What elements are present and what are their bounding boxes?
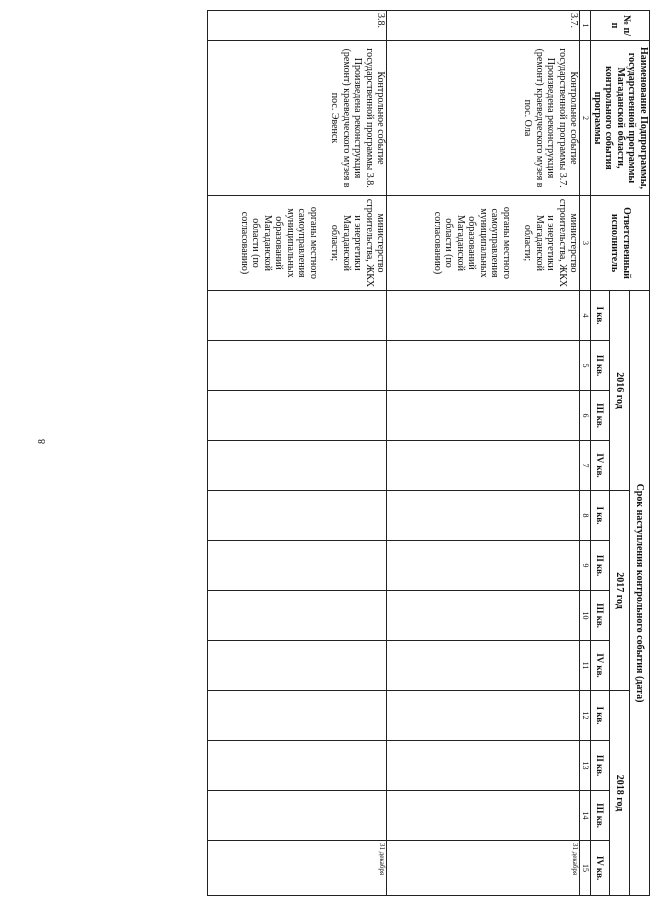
header-term: Срок наступления контрольного события (дата) — [629, 291, 649, 896]
rotated-page — [60, 10, 650, 895]
table-row — [208, 11, 387, 896]
header-quarter: IV кв. — [591, 641, 609, 691]
table-cell — [387, 291, 580, 341]
table-cell — [208, 441, 387, 491]
table-cell — [387, 491, 580, 541]
header-year-2016: 2016 год — [609, 291, 629, 491]
header-year-2017: 2017 год — [609, 491, 629, 691]
header-quarter: III кв. — [591, 791, 609, 841]
row-name-description: Произведена реконструкция (ремонт) краеведческого музея в пос. Эвенск — [329, 48, 364, 188]
column-number: 4 — [580, 291, 591, 341]
page-number: 8 — [37, 439, 48, 444]
column-number: 7 — [580, 441, 591, 491]
table-cell — [387, 691, 580, 741]
column-number: 11 — [580, 641, 591, 691]
table-cell — [208, 291, 387, 341]
column-number: 2 — [580, 41, 591, 196]
row-name-description: Произведена реконструкция (ремонт) краеведческого музея в пос. Ола — [522, 48, 557, 188]
table-cell — [387, 591, 580, 641]
row-executor — [387, 196, 580, 291]
row-name-event: Контрольное событие государственной программы 3.8. — [364, 48, 387, 188]
column-number: 8 — [580, 491, 591, 541]
column-number: 6 — [580, 391, 591, 441]
column-number: 5 — [580, 341, 591, 391]
column-number: 3 — [580, 196, 591, 291]
header-quarter: II кв. — [591, 741, 609, 791]
table-cell — [387, 791, 580, 841]
column-number: 9 — [580, 541, 591, 591]
column-number: 12 — [580, 691, 591, 741]
table-cell — [208, 591, 387, 641]
header-year-2018: 2018 год — [609, 691, 629, 896]
table-cell — [208, 691, 387, 741]
header-quarter: IV кв. — [591, 841, 609, 896]
column-number: 15 — [580, 841, 591, 896]
header-quarter: III кв. — [591, 591, 609, 641]
row-number: 3.8. — [208, 11, 387, 41]
control-events-table — [208, 10, 650, 896]
table-cell — [387, 441, 580, 491]
table-cell — [208, 791, 387, 841]
header-quarter: III кв. — [591, 391, 609, 441]
table-cell — [208, 491, 387, 541]
table-row — [387, 11, 580, 896]
header-quarter: I кв. — [591, 691, 609, 741]
header-quarter: I кв. — [591, 491, 609, 541]
row-name — [208, 41, 387, 196]
table-cell — [208, 741, 387, 791]
table-cell — [208, 391, 387, 441]
header-quarter: II кв. — [591, 541, 609, 591]
header-quarter: I кв. — [591, 291, 609, 341]
header-num: № п/п — [591, 11, 650, 41]
row-executor-local: органы местного самоуправления муниципальных образований Магаданской области (по согласованию) — [239, 206, 319, 280]
table-cell — [387, 641, 580, 691]
row-date: 31 декабря — [387, 841, 580, 896]
table-cell — [208, 541, 387, 591]
table-cell — [387, 741, 580, 791]
column-number: 10 — [580, 591, 591, 641]
table-cell — [387, 341, 580, 391]
column-number: 13 — [580, 741, 591, 791]
row-name-event: Контрольное событие государственной программы 3.7. — [557, 48, 580, 188]
header-quarter: IV кв. — [591, 441, 609, 491]
header-quarter: II кв. — [591, 341, 609, 391]
row-executor — [208, 196, 387, 291]
row-executor-ministry: министерство строительства, ЖКХ и энергетики Магаданской области; — [522, 198, 580, 288]
table-cell — [387, 391, 580, 441]
column-number: 14 — [580, 791, 591, 841]
row-executor-local: органы местного самоуправления муниципальных образований Магаданской области (по согласованию) — [432, 206, 512, 280]
row-executor-ministry: министерство строительства, ЖКХ и энергетики Магаданской области; — [329, 198, 387, 288]
header-name: Наименование Подпрограммы, государственной программы Магаданской области, контрольного события программы — [591, 41, 650, 196]
table-cell — [208, 641, 387, 691]
header-executor: Ответственный исполнитель — [591, 196, 650, 291]
control-events-table-container — [60, 10, 650, 895]
table-cell — [208, 341, 387, 391]
column-number: 1 — [580, 11, 591, 41]
row-date: 31 декабря — [208, 841, 387, 896]
table-cell — [387, 541, 580, 591]
row-number: 3.7. — [387, 11, 580, 41]
row-name — [387, 41, 580, 196]
